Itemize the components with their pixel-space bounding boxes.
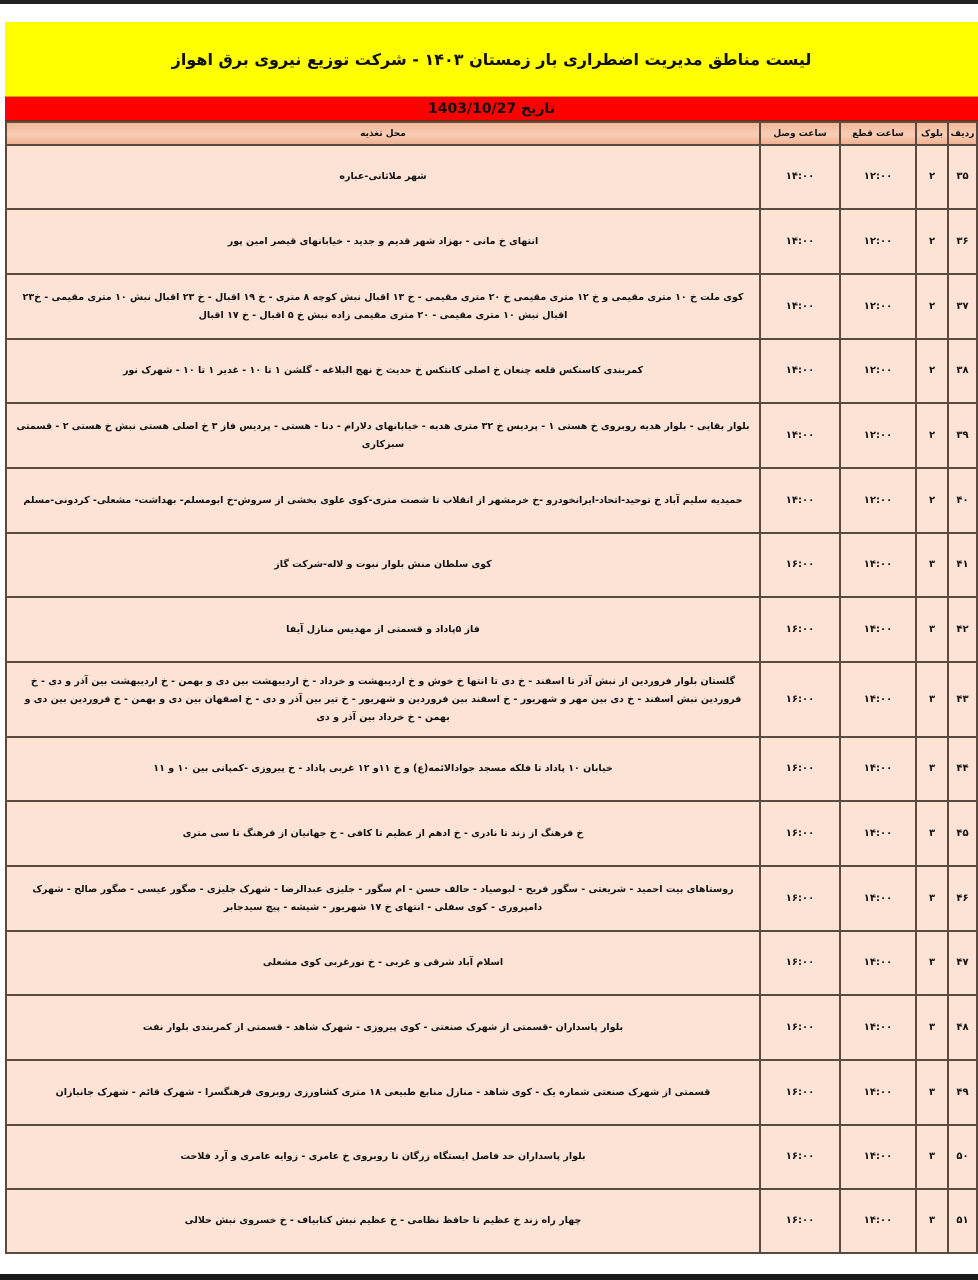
row-number: ۴۴	[948, 737, 977, 801]
table-row	[6, 403, 977, 468]
row-number: ۴۸	[948, 995, 977, 1060]
block-number: ۲	[916, 209, 948, 274]
block-number: ۲	[916, 274, 948, 339]
cut-time: ۱۴:۰۰	[840, 866, 916, 931]
outage-table	[5, 121, 978, 1254]
row-number: ۵۰	[948, 1125, 977, 1189]
block-number: ۳	[916, 1060, 948, 1125]
feed-location: حمیدیه سلیم آباد خ توحید-اتحاد-ایرانخودرو -خ خرمشهر از انقلاب تا شصت متری-کوی علوی بخشی از سروش-خ ابومسلم- بهداشت- مشعلی- کردونی-مسلم	[6, 468, 760, 533]
cut-time: ۱۴:۰۰	[840, 1125, 916, 1189]
table-row	[6, 533, 977, 597]
feed-location: خ فرهنگ از زند تا نادری - خ ادهم از عظیم تا کافی - خ جهانیان از فرهنگ تا سی متری	[6, 801, 760, 866]
table-row	[6, 1189, 977, 1253]
row-number: ۴۱	[948, 533, 977, 597]
table-row	[6, 339, 977, 403]
connect-time: ۱۶:۰۰	[760, 1125, 840, 1189]
cut-time: ۱۲:۰۰	[840, 403, 916, 468]
block-number: ۳	[916, 1189, 948, 1253]
connect-time: ۱۶:۰۰	[760, 1060, 840, 1125]
row-number: ۵۱	[948, 1189, 977, 1253]
row-number: ۴۷	[948, 931, 977, 995]
cut-time: ۱۲:۰۰	[840, 145, 916, 209]
row-number: ۳۶	[948, 209, 977, 274]
table-header-row	[6, 122, 977, 145]
feed-location: فاز ۵پاداد و قسمتی از مهدیس منازل آیفا	[6, 597, 760, 662]
feed-location: بلوار پاسداران -قسمتی از شهرک صنعتی - کوی پیروزی - شهرک شاهد - قسمتی از کمربندی بلوار نفت	[6, 995, 760, 1060]
block-number: ۳	[916, 995, 948, 1060]
feed-location: بلوار پاسداران حد فاصل ایستگاه زرگان تا روبروی خ عامری - زوایه عامری و آرد فلاحت	[6, 1125, 760, 1189]
row-number: ۴۹	[948, 1060, 977, 1125]
cut-time: ۱۴:۰۰	[840, 1189, 916, 1253]
table-row	[6, 1125, 977, 1189]
feed-location: انتهای خ مانی - بهزاد شهر قدیم و جدید - خیابانهای قیصر امین پور	[6, 209, 760, 274]
cut-time: ۱۲:۰۰	[840, 209, 916, 274]
row-number: ۳۹	[948, 403, 977, 468]
block-number: ۲	[916, 339, 948, 403]
row-number: ۳۵	[948, 145, 977, 209]
feed-location: چهار راه زند خ عظیم تا حافظ نظامی - خ عظیم نبش کتابیاف - خ خسروی نبش حلالی	[6, 1189, 760, 1253]
table-row	[6, 209, 977, 274]
row-number: ۳۷	[948, 274, 977, 339]
block-number: ۳	[916, 533, 948, 597]
cut-time: ۱۴:۰۰	[840, 1060, 916, 1125]
connect-time: ۱۶:۰۰	[760, 662, 840, 737]
block-number: ۲	[916, 145, 948, 209]
block-number: ۲	[916, 468, 948, 533]
table-row	[6, 866, 977, 931]
feed-location: بلوار بقایی - بلوار هدیه روبروی خ هستی ۱ - پردیس خ ۳۲ متری هدیه - خیابانهای دلارام - دنا - هستی - پردیس فاز ۳ خ اصلی هستی نبش خ هستی ۲ - قسمتی سبزکاری	[6, 403, 760, 468]
feed-location: قسمتی از شهرک صنعتی شماره یک - کوی شاهد - منازل منابع طبیعی ۱۸ متری کشاورزی روبروی فرهنگسرا - شهرک قائم - شهرک جانبازان	[6, 1060, 760, 1125]
table-row	[6, 468, 977, 533]
connect-time: ۱۶:۰۰	[760, 931, 840, 995]
feed-location: اسلام آباد شرقی و غربی - خ نورغربی کوی مشعلی	[6, 931, 760, 995]
cut-time: ۱۴:۰۰	[840, 801, 916, 866]
row-number: ۳۸	[948, 339, 977, 403]
table-row	[6, 145, 977, 209]
connect-time: ۱۶:۰۰	[760, 1189, 840, 1253]
feed-location: شهر ملاثانی-عباره	[6, 145, 760, 209]
outage-schedule-sheet	[5, 22, 978, 1254]
block-number: ۳	[916, 662, 948, 737]
connect-time: ۱۶:۰۰	[760, 801, 840, 866]
row-number: ۴۳	[948, 662, 977, 737]
row-number: ۴۶	[948, 866, 977, 931]
block-number: ۳	[916, 597, 948, 662]
connect-time: ۱۶:۰۰	[760, 995, 840, 1060]
connect-time: ۱۴:۰۰	[760, 145, 840, 209]
block-number: ۳	[916, 737, 948, 801]
table-row	[6, 931, 977, 995]
feed-location: کمربندی کاسنکس قلعه چنعان خ اصلی کانتکس خ حدیث خ نهج البلاغه - گلشن ۱ تا ۱۰ - غدیر ۱ تا ۱۰ - شهرک نور	[6, 339, 760, 403]
table-row	[6, 995, 977, 1060]
connect-time: ۱۴:۰۰	[760, 209, 840, 274]
feed-location: گلستان بلوار فروردین از نبش آذر تا اسفند - خ دی تا انتها خ خوش و خ اردیبهشت و خرداد - خ اردیبهشت بین دی و بهمن - خ اردیبهشت بین آذر و دی - خ فروردین نبش اسفند - خ دی بین مهر و شهریور - خ اسفند بین فروردین و شهریور - خ تیر بین آذر و دی - خ اصفهان بین دی و بهمن - خ فروردین بین دی و بهمن - خ خرداد بین آذر و دی	[6, 662, 760, 737]
cut-time: ۱۴:۰۰	[840, 737, 916, 801]
col-header-connect-time: ساعت وصل	[760, 122, 840, 145]
connect-time: ۱۴:۰۰	[760, 468, 840, 533]
cut-time: ۱۲:۰۰	[840, 274, 916, 339]
cut-time: ۱۴:۰۰	[840, 533, 916, 597]
connect-time: ۱۴:۰۰	[760, 339, 840, 403]
feed-location: خیابان ۱۰ پاداد تا فلکه مسجد جوادالائمه(ع) و خ ۱۱و ۱۲ غربی پاداد - خ پیروزی -کمپانی بین ۱۰ و ۱۱	[6, 737, 760, 801]
block-number: ۳	[916, 1125, 948, 1189]
table-row	[6, 662, 977, 737]
block-number: ۳	[916, 801, 948, 866]
bottom-edge	[0, 1274, 978, 1280]
col-header-location: محل تغذیه	[6, 122, 760, 145]
row-number: ۴۵	[948, 801, 977, 866]
connect-time: ۱۶:۰۰	[760, 533, 840, 597]
table-body	[6, 145, 977, 1253]
connect-time: ۱۴:۰۰	[760, 403, 840, 468]
cut-time: ۱۴:۰۰	[840, 995, 916, 1060]
connect-time: ۱۴:۰۰	[760, 274, 840, 339]
col-header-block: بلوک	[916, 122, 948, 145]
table-row	[6, 274, 977, 339]
page-title: لیست مناطق مدیریت اضطراری بار زمستان ۱۴۰۳ - شرکت توزیع نیروی برق اهواز	[5, 22, 978, 97]
table-row	[6, 737, 977, 801]
table-row	[6, 801, 977, 866]
table-row	[6, 1060, 977, 1125]
table-row	[6, 597, 977, 662]
cut-time: ۱۴:۰۰	[840, 931, 916, 995]
row-number: ۴۲	[948, 597, 977, 662]
date-label: تاریخ 1403/10/27	[5, 97, 978, 121]
block-number: ۳	[916, 866, 948, 931]
connect-time: ۱۶:۰۰	[760, 737, 840, 801]
cut-time: ۱۴:۰۰	[840, 662, 916, 737]
row-number: ۴۰	[948, 468, 977, 533]
top-edge	[0, 0, 978, 4]
feed-location: کوی سلطان منش بلوار نبوت و لاله-شرکت گاز	[6, 533, 760, 597]
block-number: ۲	[916, 403, 948, 468]
col-header-radif: ردیف	[948, 122, 977, 145]
cut-time: ۱۲:۰۰	[840, 339, 916, 403]
connect-time: ۱۶:۰۰	[760, 866, 840, 931]
feed-location: کوی ملت خ ۱۰ متری مقیمی و خ ۱۲ متری مقیمی خ ۲۰ متری مقیمی - خ ۱۳ اقبال نبش کوچه ۸ متری - خ ۱۹ اقبال - خ ۲۳ اقبال نبش ۱۰ متری مقیمی - خ۲۳ اقبال نبش ۱۰ متری مقیمی - ۲۰ متری مقیمی زاده نبش خ ۵ اقبال - خ ۱۷ اقبال	[6, 274, 760, 339]
block-number: ۳	[916, 931, 948, 995]
connect-time: ۱۶:۰۰	[760, 597, 840, 662]
feed-location: روستاهای بیت احمید - شریعتی - سگور فریح - لبوصیاد - حالف حسن - ام سگور - جلیزی عبدالرضا - شهرک جلیزی - صگور عیسی - صگور صالح - شهرک دامپروری - کوی سفلی - انتهای خ ۱۷ شهریور - شیشه - پیچ سیدجابر	[6, 866, 760, 931]
cut-time: ۱۲:۰۰	[840, 468, 916, 533]
col-header-cut-time: ساعت قطع	[840, 122, 916, 145]
cut-time: ۱۴:۰۰	[840, 597, 916, 662]
